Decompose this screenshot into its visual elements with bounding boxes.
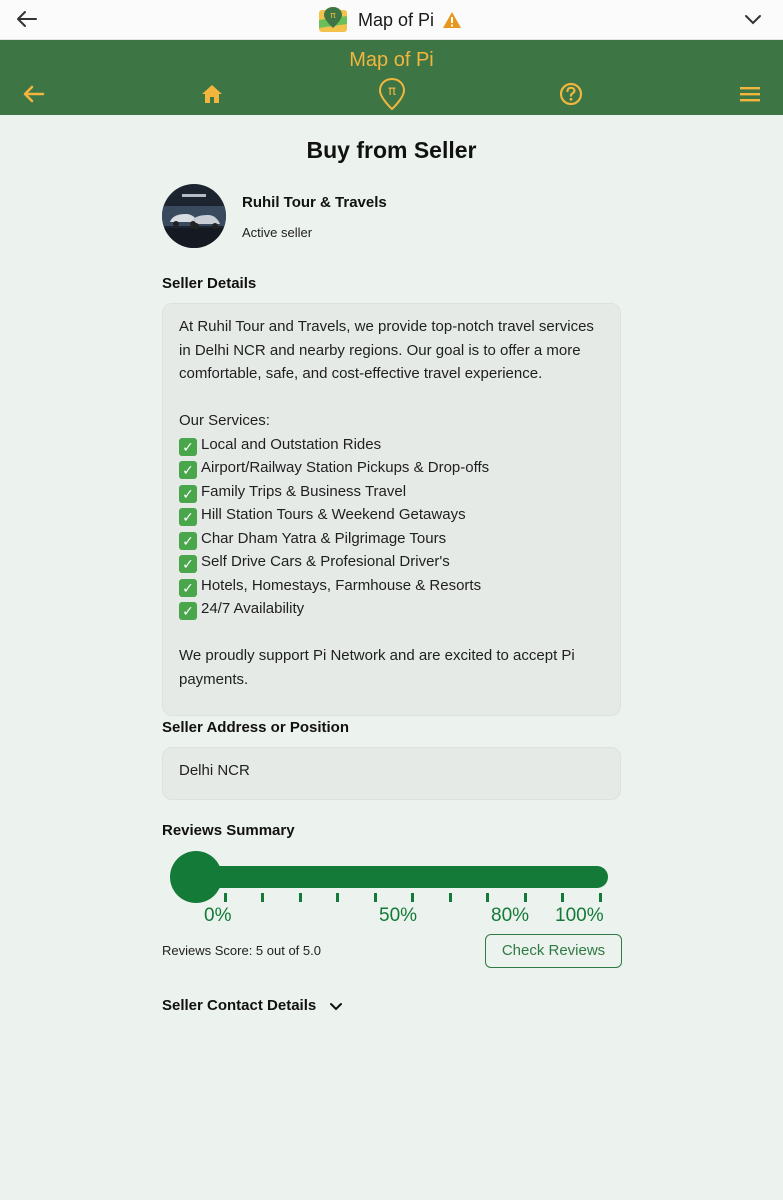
help-circle-icon[interactable] [557,80,585,108]
check-box-icon: ✓ [179,555,197,573]
slider-tick [449,893,452,902]
seller-description-box [162,303,621,716]
pi-map-pin-icon[interactable] [377,77,407,111]
app-header [0,40,783,115]
seller-details-label: Seller Details [162,275,257,292]
slider-tick [524,893,527,902]
service-item: ✓ Hotels, Homestays, Farmhouse & Resorts [179,574,604,598]
service-item: ✓ Local and Outstation Rides [179,433,604,457]
slider-tick-label: 50% [379,905,418,926]
check-box-icon: ✓ [179,532,197,550]
browser-back-icon[interactable] [14,6,40,32]
reviews-slider-thumb[interactable] [170,851,222,903]
chevron-down-icon[interactable] [742,8,764,30]
svg-text:π: π [330,11,336,21]
svg-text:π: π [388,84,396,99]
check-box-icon: ✓ [179,485,197,503]
slider-tick [561,893,564,902]
map-of-pi-logo-icon [318,6,348,34]
slider-tick [599,893,602,902]
description-line: payments. [179,670,249,688]
check-box-icon: ✓ [179,602,197,620]
slider-tick-label: 0% [204,905,232,926]
service-item: ✓ Family Trips & Business Travel [179,480,604,504]
service-item: ✓ Self Drive Cars & Profesional Driver's [179,550,604,574]
seller-address-box [162,747,621,800]
slider-tick [261,893,264,902]
service-item: ✓ Hill Station Tours & Weekend Getaways [179,503,604,527]
chevron-down-icon [328,998,344,1014]
slider-tick-label: 100% [555,905,604,926]
slider-tick [336,893,339,902]
browser-bar [0,0,783,40]
services-heading: Our Services: [179,412,270,429]
seller-name: Ruhil Tour & Travels [242,194,387,211]
check-box-icon: ✓ [179,579,197,597]
description-line: in Delhi NCR and nearby regions. Our goal is to offer a more [179,341,581,359]
check-box-icon: ✓ [179,508,197,526]
service-item: ✓ Char Dham Yatra & Pilgrimage Tours [179,527,604,551]
reviews-summary-label: Reviews Summary [162,822,295,839]
browser-title-area [318,0,462,40]
reviews-score: Reviews Score: 5 out of 5.0 [162,943,321,958]
slider-tick-label: 80% [491,905,530,926]
seller-status: Active seller [242,225,313,240]
description-line: We proudly support Pi Network and are excited to accept Pi [179,647,575,664]
browser-title: Map of Pi [358,9,435,30]
home-icon[interactable] [198,80,226,108]
check-box-icon: ✓ [179,461,197,479]
seller-address-label: Seller Address or Position [162,719,349,736]
seller-contact-toggle[interactable] [162,997,344,1014]
service-item: ✓ 24/7 Availability [179,597,604,621]
nav-back-icon[interactable] [20,80,48,108]
slider-tick [224,893,227,902]
app-title: Map of Pi [349,49,434,71]
check-reviews-button[interactable]: Check Reviews [485,934,622,968]
slider-tick [299,893,302,902]
slider-tick [411,893,414,902]
warning-icon [442,11,462,29]
service-item: ✓ Airport/Railway Station Pickups & Drop-offs [179,456,604,480]
hamburger-menu-icon[interactable] [736,80,764,108]
seller-avatar [162,184,226,248]
seller-contact-label: Seller Contact Details [162,997,317,1014]
check-box-icon: ✓ [179,438,197,456]
slider-tick [486,893,489,902]
description-line: At Ruhil Tour and Travels, we provide top-notch travel services [179,318,594,335]
reviews-slider-track[interactable] [188,866,608,888]
description-line: comfortable, safe, and cost-effective travel experience. [179,365,543,382]
seller-address-value: Delhi NCR [179,762,250,779]
page-title: Buy from Seller [306,137,477,163]
slider-tick [374,893,377,902]
